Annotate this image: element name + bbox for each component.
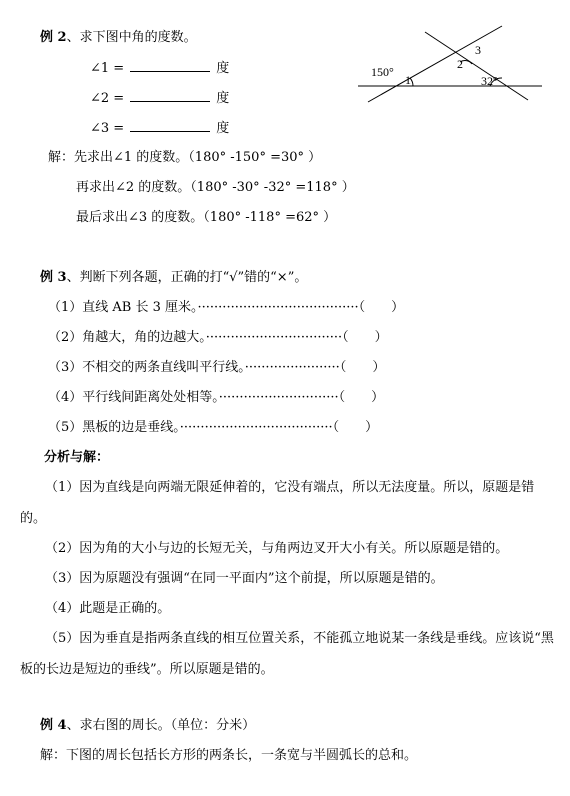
analysis-para-3: （3）因为原题没有强调“在同一平面内”这个前提，所以原题是错的。 [45, 571, 444, 586]
example-4-solution: 解：下图的周长包括长方形的两条长，一条宽与半圆弧长的总和。 [40, 748, 418, 763]
rising-line [368, 26, 502, 102]
example-4-prompt: 、求右图的周长。（单位：分米） [66, 718, 256, 733]
answer-row-angle-1 [90, 60, 229, 77]
judge-item-4: （4）平行线间距离处处相等。·····························（ ） [48, 390, 385, 405]
angle-figure [350, 20, 550, 110]
answer-unit: 度 [216, 121, 230, 136]
solution-line-1: 解：先求出∠1 的度数。（180° -150° =30° ） [48, 150, 322, 165]
analysis-para-4: （4）此题是正确的。 [45, 601, 171, 616]
judge-item-5: （5）黑板的边是垂线。·····································（ ） [48, 420, 379, 435]
answer-label: ∠3 = [90, 121, 125, 136]
angle-label-32: 32° [481, 74, 498, 88]
analysis-title: 分析与解： [44, 450, 110, 465]
example-2-title: 例 2 [40, 30, 67, 45]
answer-label: ∠2 = [90, 91, 125, 106]
answer-row-angle-2 [90, 90, 229, 107]
judge-item-3: （3）不相交的两条直线叫平行线。·······················（ ） [48, 360, 386, 375]
example-3-prompt: 、判断下列各题，正确的打“√”错的“×”。 [66, 270, 308, 285]
judge-item-1: （1）直线 AB 长 3 厘米。·······································（ ） [48, 300, 405, 315]
answer-row-angle-3 [90, 120, 229, 137]
answer-unit: 度 [216, 91, 230, 106]
example-3-title: 例 3 [40, 270, 67, 285]
answer-label: ∠1 = [90, 61, 125, 76]
example-4-heading [40, 718, 255, 734]
analysis-para-1: （1）因为直线是向两端无限延伸着的，它没有端点，所以无法度量。所以，原题是错的。 [20, 480, 535, 526]
answer-blank[interactable] [130, 120, 210, 132]
answer-blank[interactable] [130, 90, 210, 102]
analysis-para-2: （2）因为角的大小与边的长短无关，与角两边叉开大小有关。所以原题是错的。 [45, 541, 509, 556]
judge-item-2: （2）角越大，角的边越大。·································（ ） [48, 330, 388, 345]
solution-line-3: 最后求出∠3 的度数。（180° -118° =62° ） [76, 210, 337, 225]
answer-unit: 度 [216, 61, 230, 76]
example-2-prompt: 、求下图中角的度数。 [66, 30, 197, 45]
analysis-para-5: （5）因为垂直是指两条直线的相互位置关系，不能孤立地说某一条线是垂线。应该说“黑板的长边是短边的垂线”。所以原题是错的。 [20, 631, 554, 677]
answer-blank[interactable] [130, 60, 210, 72]
example-2-heading [40, 30, 197, 46]
example-4-title: 例 4 [40, 718, 67, 733]
example-3-heading [40, 270, 307, 286]
angle-label-2: 2 [457, 57, 463, 71]
solution-line-2: 再求出∠2 的度数。（180° -30° -32° =118° ） [76, 180, 355, 195]
angle-label-1: 1 [405, 73, 411, 87]
angle-label-150: 150° [371, 65, 394, 79]
angle-label-3: 3 [475, 43, 481, 57]
